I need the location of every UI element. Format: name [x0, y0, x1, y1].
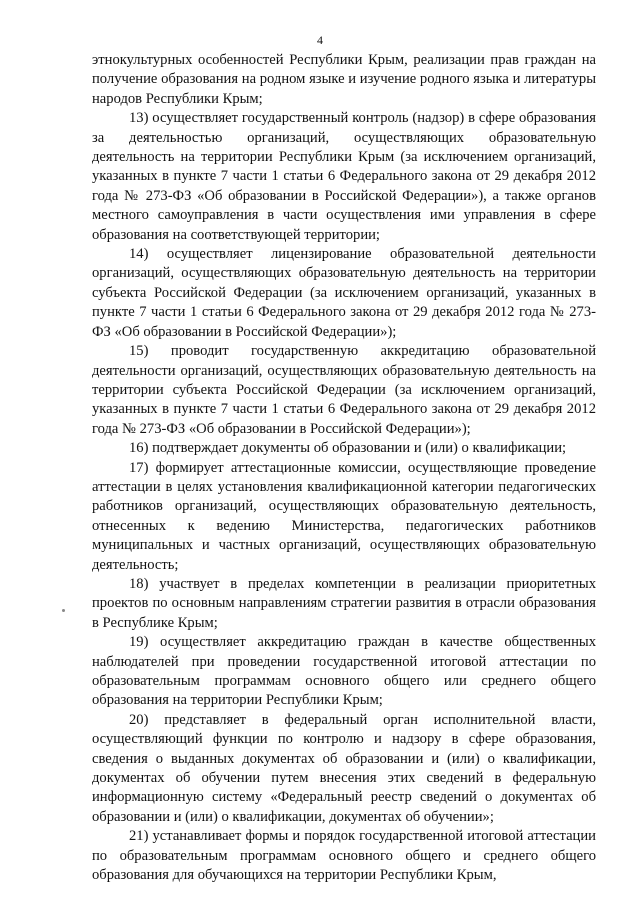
paragraph-continuation: этнокультурных особенностей Республики Крым, реализации прав граждан на получение образования на родном языке и изучение родного языка и литературы народов Республики Крым; — [92, 52, 596, 107]
page-number: 4 — [317, 33, 323, 47]
paragraph-item-15: 15) проводит государственную аккредитацию образовательной деятельности организаций, осуществляющих образовательную деятельность на территории субъекта Российской Федерации (за исключением организаций, указанных в пункте 7 части 1 статьи 6 Федерального закона от 29 декабря 2012 года № 273-ФЗ «Об образовании в Российской Федерации»); — [92, 343, 596, 437]
paragraph-item-16: 16) подтверждает документы об образовании и (или) о квалификации; — [129, 440, 567, 457]
paragraph-item-21: 21) устанавливает формы и порядок государственной итоговой аттестации по образовательным программам основного общего и среднего общего образования для обучающихся на территории Республики Крым, — [92, 828, 596, 884]
paragraph-item-14: 14) осуществляет лицензирование образовательной деятельности организаций, осуществляющих образовательную деятельность на территории субъекта Российской Федерации (за исключением организаций, указанных в пункте 7 части 1 статьи 6 Федерального закона от 29 декабря 2012 года № 273-ФЗ «Об образовании в Российской Федерации»); — [92, 246, 596, 340]
paragraph-item-20: 20) представляет в федеральный орган исполнительной власти, осуществляющий функции по контролю и надзору в сфере образования, сведения о выданных документах об образовании и (или) о квалификации, документах об обучении путем внесения этих сведений в федеральную информационную систему «Федеральный реестр сведений о документах об образовании и (или) о квалификации, документах об обучении»; — [92, 711, 596, 825]
document-body — [92, 51, 596, 885]
paragraph-item-18: 18) участвует в пределах компетенции в реализации приоритетных проектов по основным направлениям стратегии развития в отрасли образования в Республике Крым; — [92, 575, 596, 631]
paragraph-item-19: 19) осуществляет аккредитацию граждан в качестве общественных наблюдателей при проведении государственной итоговой аттестации по образовательным программам основного общего или среднего общего образования на территории Республики Крым; — [92, 634, 596, 709]
paragraph-item-13: 13) осуществляет государственный контроль (надзор) в сфере образования за деятельностью организаций, осуществляющих образовательную деятельность на территории Республики Крым (за исключением организаций, указанных в пункте 7 части 1 статьи 6 Федерального закона от 29 декабря 2012 года № 273-ФЗ «Об образовании в Российской Федерации»), а также органов местного самоуправления в части осуществления ими управления в сфере образования на соответствующей территории; — [92, 110, 596, 243]
scan-speck — [62, 609, 65, 612]
paragraph-item-17: 17) формирует аттестационные комиссии, осуществляющие проведение аттестации в целях установления квалификационной категории педагогических работников организаций, осуществляющих образовательную деятельность, отнесенных к ведению Министерства, педагогических работников муниципальных и частных организаций, осуществляющих образовательную деятельность; — [92, 459, 596, 573]
